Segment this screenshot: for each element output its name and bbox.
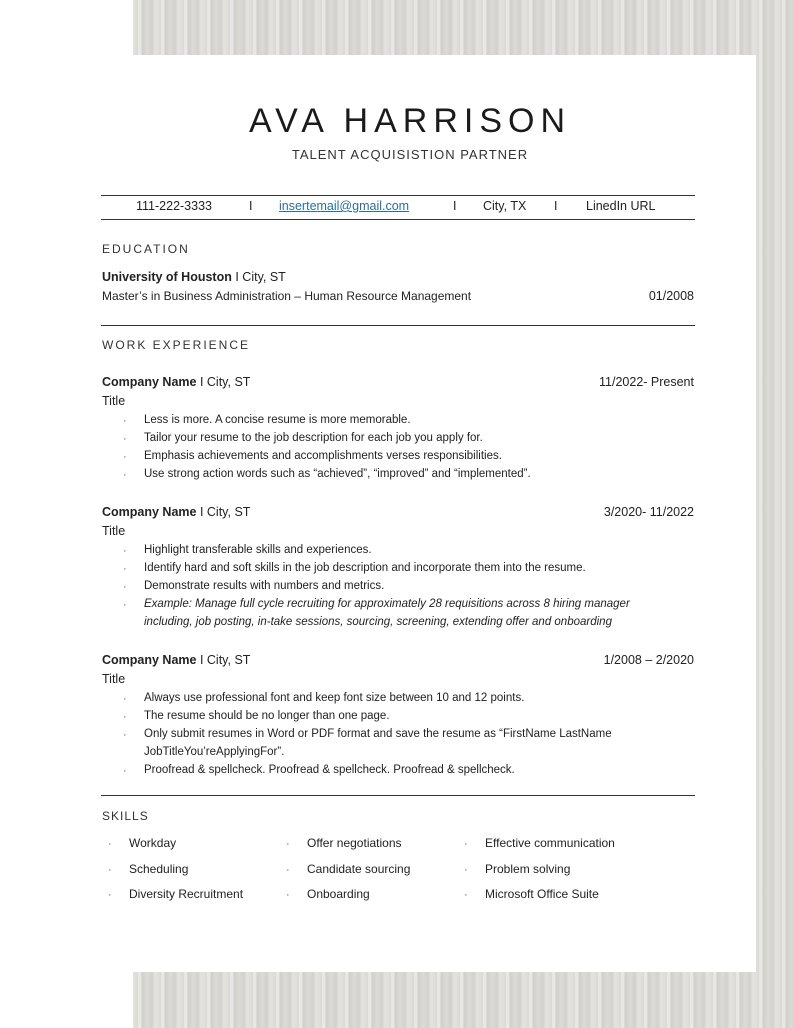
skill-bullet: · [286, 838, 290, 850]
contact-separator: I [249, 199, 253, 213]
education-heading: EDUCATION [102, 242, 190, 256]
bullet-dot: · [123, 581, 127, 593]
bullet-dot: · [123, 433, 127, 445]
company-location: I City, ST [196, 375, 251, 389]
skill-item: Offer negotiations [307, 836, 402, 850]
job-bullet: Only submit resumes in Word or PDF format and save the resume as “FirstName LastName [144, 728, 612, 740]
job-bullet: The resume should be no longer than one page. [144, 710, 390, 722]
skill-item: Problem solving [485, 862, 571, 876]
linkedin-link[interactable]: LinedIn URL [586, 199, 656, 213]
skill-item: Microsoft Office Suite [485, 887, 599, 901]
job-bullet: Identify hard and soft skills in the job description and incorporate them into the resume. [144, 562, 586, 574]
resume-page [64, 55, 756, 972]
contact-bar [101, 199, 695, 219]
skill-bullet: · [108, 838, 112, 850]
section-divider [101, 795, 695, 796]
job-bullet-cont: JobTitleYou’reApplyingFor”. [144, 746, 285, 758]
work-experience-heading: WORK EXPERIENCE [102, 338, 251, 352]
company-name: Company Name [102, 505, 197, 519]
skill-item: Onboarding [307, 887, 370, 901]
skill-item: Effective communication [485, 836, 615, 850]
candidate-name: AVA HARRISON [248, 102, 572, 140]
job-bullet: Use strong action words such as “achieved”, “improved” and “implemented”. [144, 468, 531, 480]
company-name: Company Name [102, 375, 197, 389]
contact-separator: I [453, 199, 457, 213]
skill-bullet: · [286, 864, 290, 876]
bullet-dot: · [123, 563, 127, 575]
bullet-dot: · [123, 693, 127, 705]
skill-bullet: · [464, 864, 468, 876]
skill-item: Workday [129, 836, 177, 850]
company-location: I City, ST [196, 653, 251, 667]
school-line [102, 270, 286, 284]
skill-item: Scheduling [129, 862, 189, 876]
job-date: 11/2022- Present [599, 375, 694, 389]
degree-text: Master’s in Business Administration – Human Resource Management [102, 289, 472, 303]
skills-heading: SKILLS [102, 809, 149, 823]
phone-text: 111-222-3333 [136, 199, 212, 213]
job-bullet: Highlight transferable skills and experiences. [144, 544, 372, 556]
bullet-dot: · [123, 545, 127, 557]
skill-bullet: · [286, 889, 290, 901]
bullet-dot: · [123, 451, 127, 463]
job-date: 1/2008 – 2/2020 [603, 653, 694, 667]
skill-item: Candidate sourcing [307, 862, 411, 876]
job-bullet-example: Example: Manage full cycle recruiting for approximately 28 requisitions across 8 hiring manager [144, 598, 630, 610]
contact-separator: I [554, 199, 558, 213]
contact-top-rule [101, 195, 695, 196]
bullet-dot: · [123, 469, 127, 481]
section-divider [101, 325, 695, 326]
email-link[interactable]: insertemail@gmail.com [279, 199, 410, 213]
company-location: I City, ST [196, 505, 251, 519]
job-bullet: Always use professional font and keep font size between 10 and 12 points. [144, 692, 525, 704]
company-name: Company Name [102, 653, 197, 667]
bullet-dot: · [123, 729, 127, 741]
job-bullet: Demonstrate results with numbers and metrics. [144, 580, 385, 592]
job-bullet: Proofread & spellcheck. Proofread & spellcheck. Proofread & spellcheck. [144, 764, 515, 776]
skill-item: Diversity Recruitment [129, 887, 244, 901]
skill-bullet: · [108, 889, 112, 901]
candidate-title: TALENT ACQUISISTION PARTNER [291, 147, 529, 162]
job-title: Title [102, 524, 126, 538]
job-bullet: Less is more. A concise resume is more memorable. [144, 414, 411, 426]
job-date: 3/2020- 11/2022 [603, 505, 694, 519]
bullet-dot: · [123, 599, 127, 611]
job-title: Title [102, 394, 126, 408]
job-title: Title [102, 672, 126, 686]
job-company-line [102, 653, 250, 667]
bullet-dot: · [123, 711, 127, 723]
school-name: University of Houston [102, 270, 232, 284]
job-company-line [102, 505, 250, 519]
job-bullet: Tailor your resume to the job description for each job you apply for. [144, 432, 483, 444]
job-company-line [102, 375, 250, 389]
skill-bullet: · [464, 889, 468, 901]
skill-bullet: · [464, 838, 468, 850]
contact-bottom-rule [101, 219, 695, 220]
school-location: I City, ST [231, 270, 286, 284]
bullet-dot: · [123, 765, 127, 777]
job-bullet: Emphasis achievements and accomplishments verses responsibilities. [144, 450, 502, 462]
education-date: 01/2008 [648, 289, 694, 303]
bullet-dot: · [123, 415, 127, 427]
skill-bullet: · [108, 864, 112, 876]
job-bullet-example-cont: including, job posting, in-take sessions, sourcing, screening, extending offer and onboarding [144, 616, 612, 628]
location-text: City, TX [483, 199, 527, 213]
